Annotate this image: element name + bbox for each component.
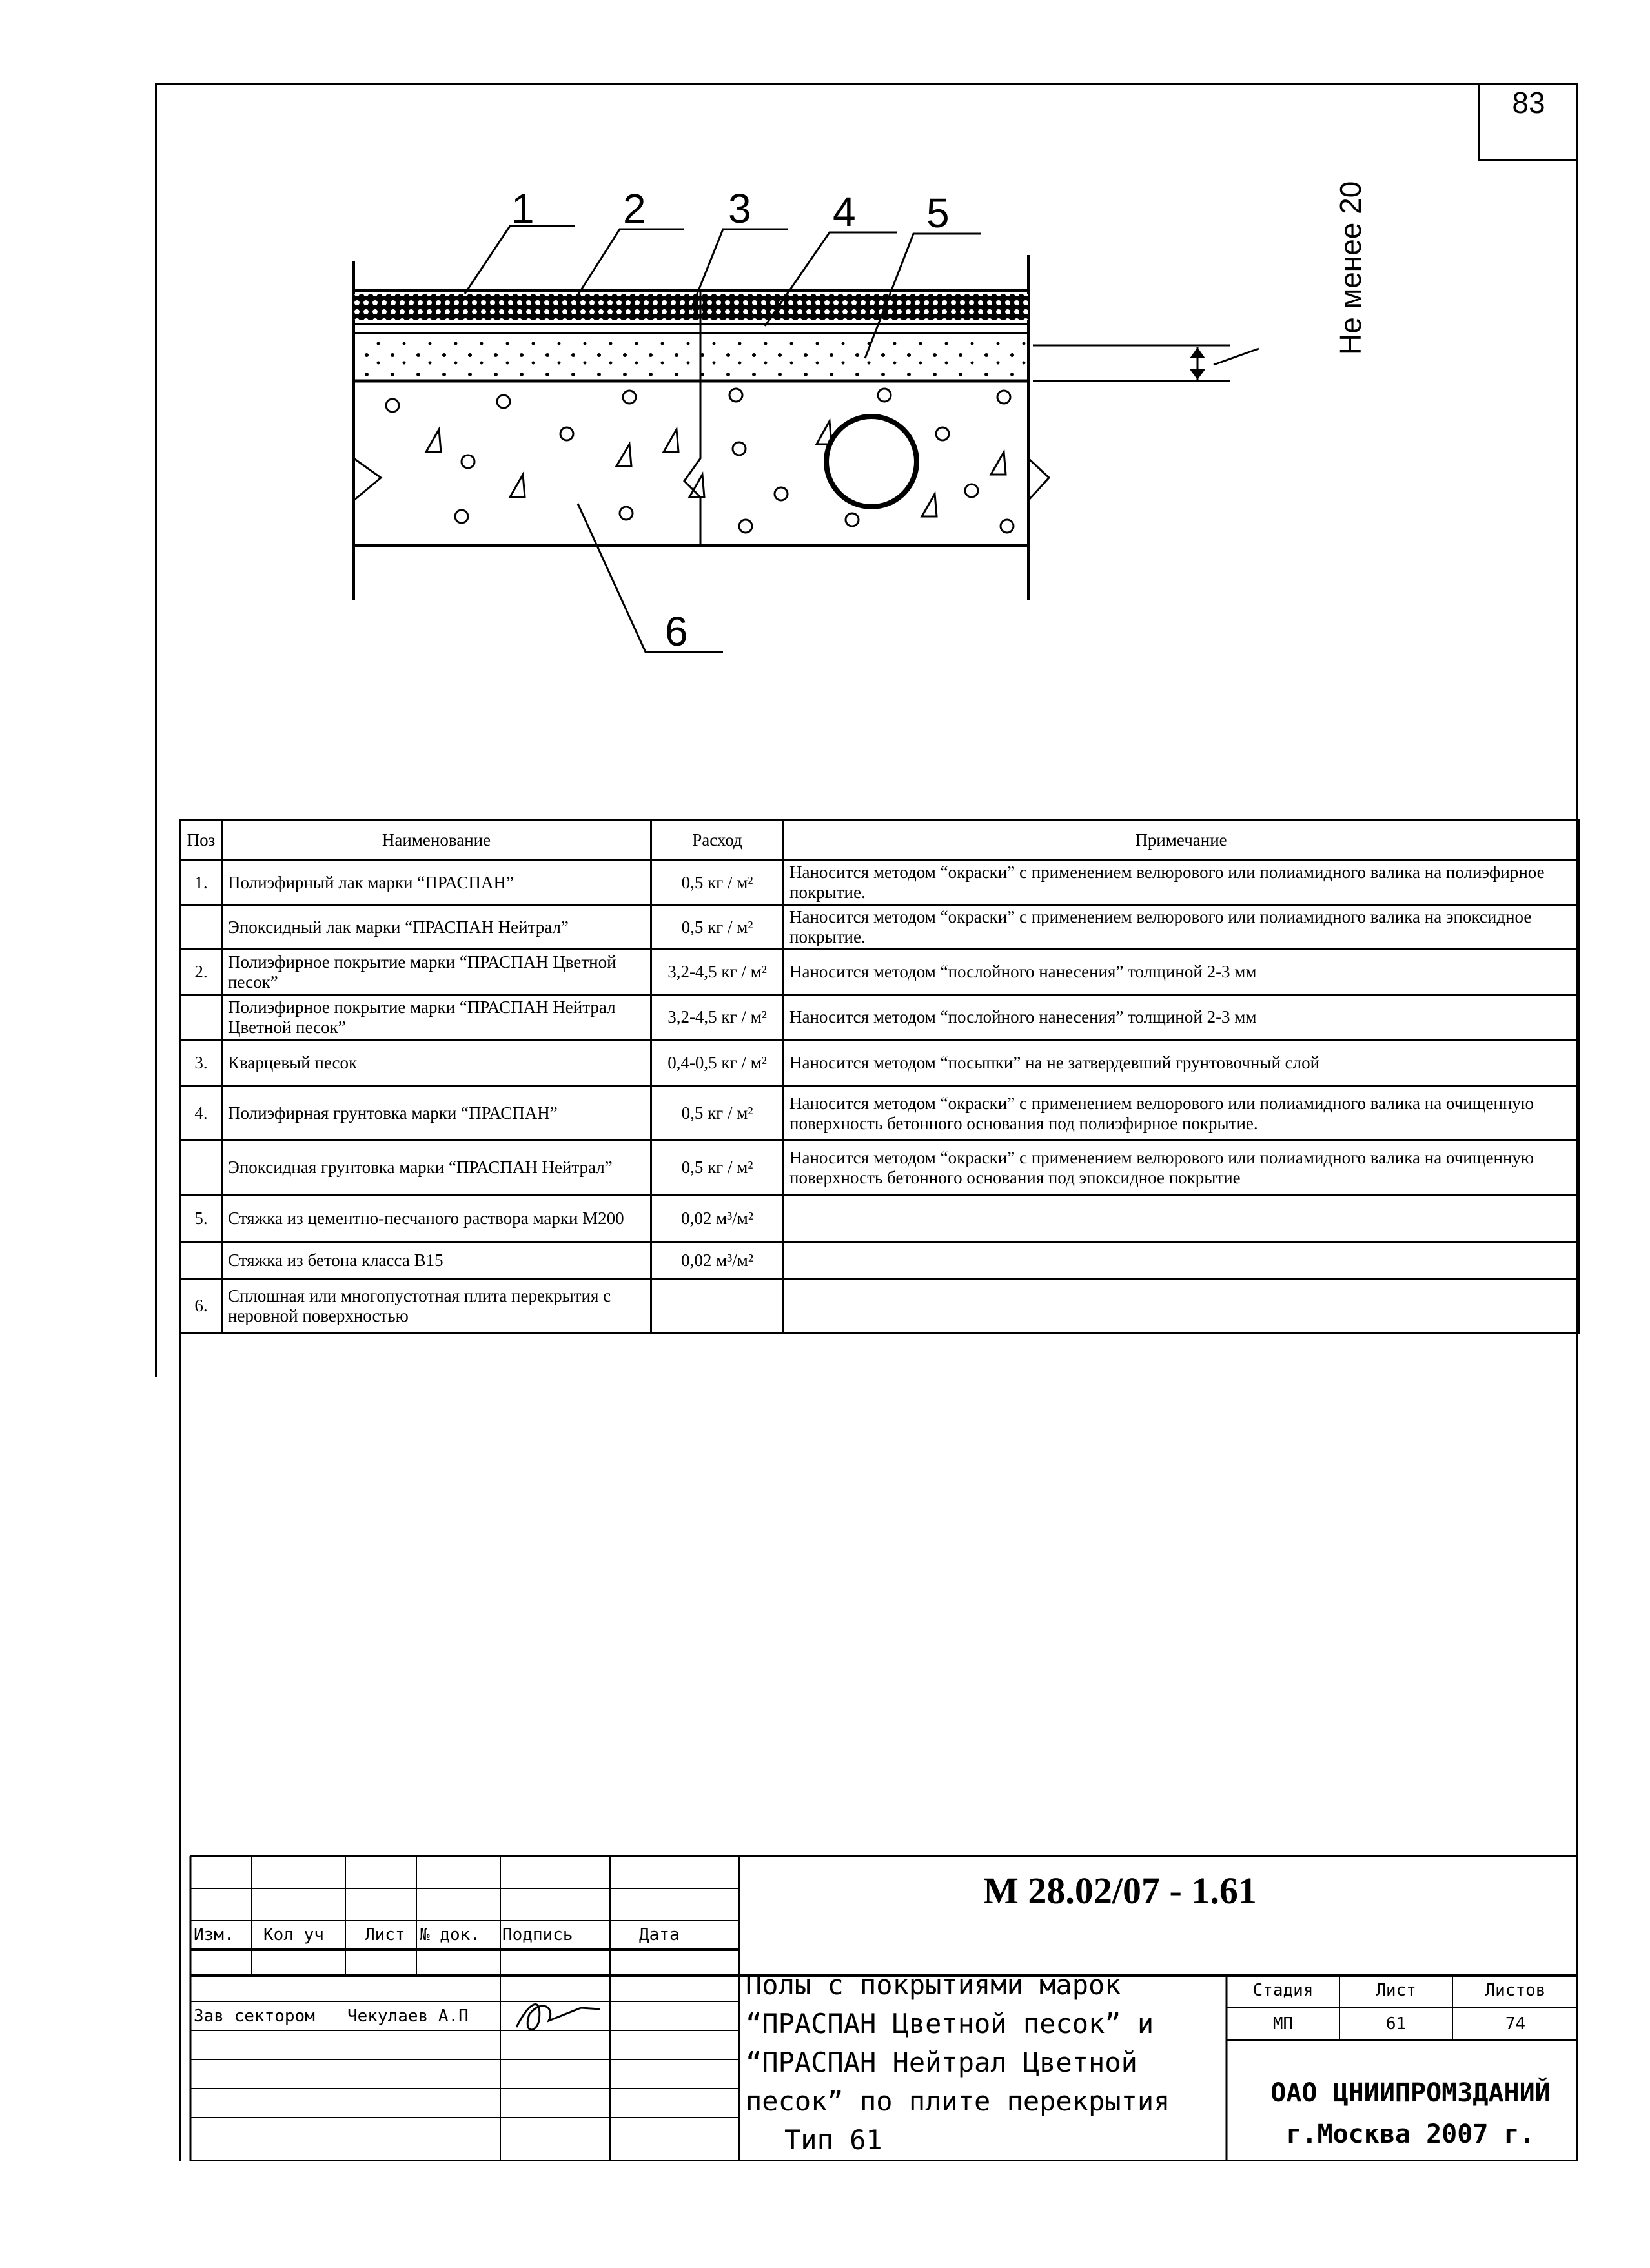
cell-pos: 6. — [181, 1279, 222, 1333]
cell-note: Наносится методом “окраски” с применением велюрового или полиамидного валика на эпоксидное покрытие. — [784, 905, 1579, 950]
cell-usage: 3,2-4,5 кг / м² — [651, 950, 784, 995]
cell-usage: 0,5 кг / м² — [651, 905, 784, 950]
cell-name: Кварцевый песок — [222, 1040, 651, 1087]
title-line-5: Тип 61 — [784, 2124, 882, 2156]
header-name: Наименование — [222, 820, 651, 861]
stage-label: Стадия — [1252, 1981, 1314, 2000]
cell-name: Стяжка из цементно-песчаного раствора марки М200 — [222, 1195, 651, 1243]
org-line-1: ОАО ЦНИИПРОМЗДАНИЙ — [1270, 2078, 1551, 2108]
title-line-3: “ПРАСПАН Нейтрал Цветной — [746, 2047, 1137, 2078]
cell-usage: 0,02 м³/м² — [651, 1243, 784, 1279]
col-podpis: Подпись — [502, 1925, 573, 1945]
cell-pos: 2. — [181, 950, 222, 995]
cell-name: Сплошная или многопустотная плита перекрытия с неровной поверхностью — [222, 1279, 651, 1333]
cell-usage: 0,5 кг / м² — [651, 861, 784, 905]
stage-value: МП — [1272, 2014, 1294, 2034]
col-kol: Кол уч — [263, 1925, 324, 1945]
callout-5: 5 — [926, 190, 950, 236]
cell-name: Полиэфирное покрытие марки “ПРАСПАН Нейтрал Цветной песок” — [222, 995, 651, 1040]
cell-note: Наносится методом “послойного нанесения” толщиной 2-3 мм — [784, 995, 1579, 1040]
cell-usage: 0,4-0,5 кг / м² — [651, 1040, 784, 1087]
person: Чекулаев А.П — [347, 2007, 469, 2026]
cell-usage: 0,02 м³/м² — [651, 1195, 784, 1243]
header-usage: Расход — [651, 820, 784, 861]
cell-note: Наносится методом “окраски” с применением велюрового или полиамидного валика на полиэфирное покрытие. — [784, 861, 1579, 905]
cell-note: Наносится методом “окраски” с применением велюрового или полиамидного валика на очищенную поверхность бетонного основания под полиэфирное покрытие. — [784, 1087, 1579, 1141]
cell-note: Наносится методом “посыпки” на не затвердевший грунтовочный слой — [784, 1040, 1579, 1087]
cell-name: Эпоксидный лак марки “ПРАСПАН Нейтрал” — [222, 905, 651, 950]
col-ndok: № док. — [420, 1925, 480, 1945]
signature-icon — [516, 2005, 600, 2030]
callout-3: 3 — [728, 185, 751, 232]
cell-pos: 4. — [181, 1087, 222, 1141]
document-code: М 28.02/07 - 1.61 — [983, 1870, 1257, 1912]
sheet-value: 61 — [1385, 2014, 1407, 2034]
cell-pos: 3. — [181, 1040, 222, 1087]
cell-note: Наносится методом “послойного нанесения” толщиной 2-3 мм — [784, 950, 1579, 995]
callout-4: 4 — [833, 189, 856, 235]
callout-1: 1 — [511, 185, 535, 232]
title-line-4: песок” по плите перекрытия — [746, 2085, 1170, 2117]
cell-name: Стяжка из бетона класса В15 — [222, 1243, 651, 1279]
sheets-label: Листов — [1485, 1981, 1546, 2000]
cell-pos: 5. — [181, 1195, 222, 1243]
col-izm: Изм. — [194, 1925, 234, 1945]
col-list: Лист — [365, 1925, 405, 1945]
cell-name: Полиэфирная грунтовка марки “ПРАСПАН” — [222, 1087, 651, 1141]
cell-note: Наносится методом “окраски” с применением велюрового или полиамидного валика на очищенную поверхность бетонного основания под эпоксидное покрытие — [784, 1141, 1579, 1195]
cell-usage: 0,5 кг / м² — [651, 1087, 784, 1141]
cell-name: Полиэфирный лак марки “ПРАСПАН” — [222, 861, 651, 905]
callout-6: 6 — [665, 608, 688, 655]
title-line-1: Полы с покрытиями марок — [746, 1969, 1121, 2001]
sheet-label: Лист — [1376, 1981, 1416, 2000]
title-line-2: “ПРАСПАН Цветной песок” и — [746, 2008, 1154, 2039]
cell-name: Полиэфирное покрытие марки “ПРАСПАН Цветной песок” — [222, 950, 651, 995]
cell-usage: 3,2-4,5 кг / м² — [651, 995, 784, 1040]
dimension-label: Не менее 20 — [1334, 181, 1367, 355]
header-pos: Поз — [181, 820, 222, 861]
org-line-2: г.Москва 2007 г. — [1286, 2120, 1535, 2149]
sheets-value: 74 — [1505, 2014, 1526, 2034]
callout-2: 2 — [623, 185, 646, 232]
col-data: Дата — [639, 1925, 680, 1945]
sheet-number: 83 — [1512, 86, 1545, 119]
document-title — [746, 1966, 1223, 2160]
role: Зав сектором — [194, 2007, 315, 2026]
cell-usage: 0,5 кг / м² — [651, 1141, 784, 1195]
cell-name: Эпоксидная грунтовка марки “ПРАСПАН Нейтрал” — [222, 1141, 651, 1195]
header-note: Примечание — [784, 820, 1579, 861]
cell-pos: 1. — [181, 861, 222, 905]
organization — [1230, 2072, 1591, 2155]
